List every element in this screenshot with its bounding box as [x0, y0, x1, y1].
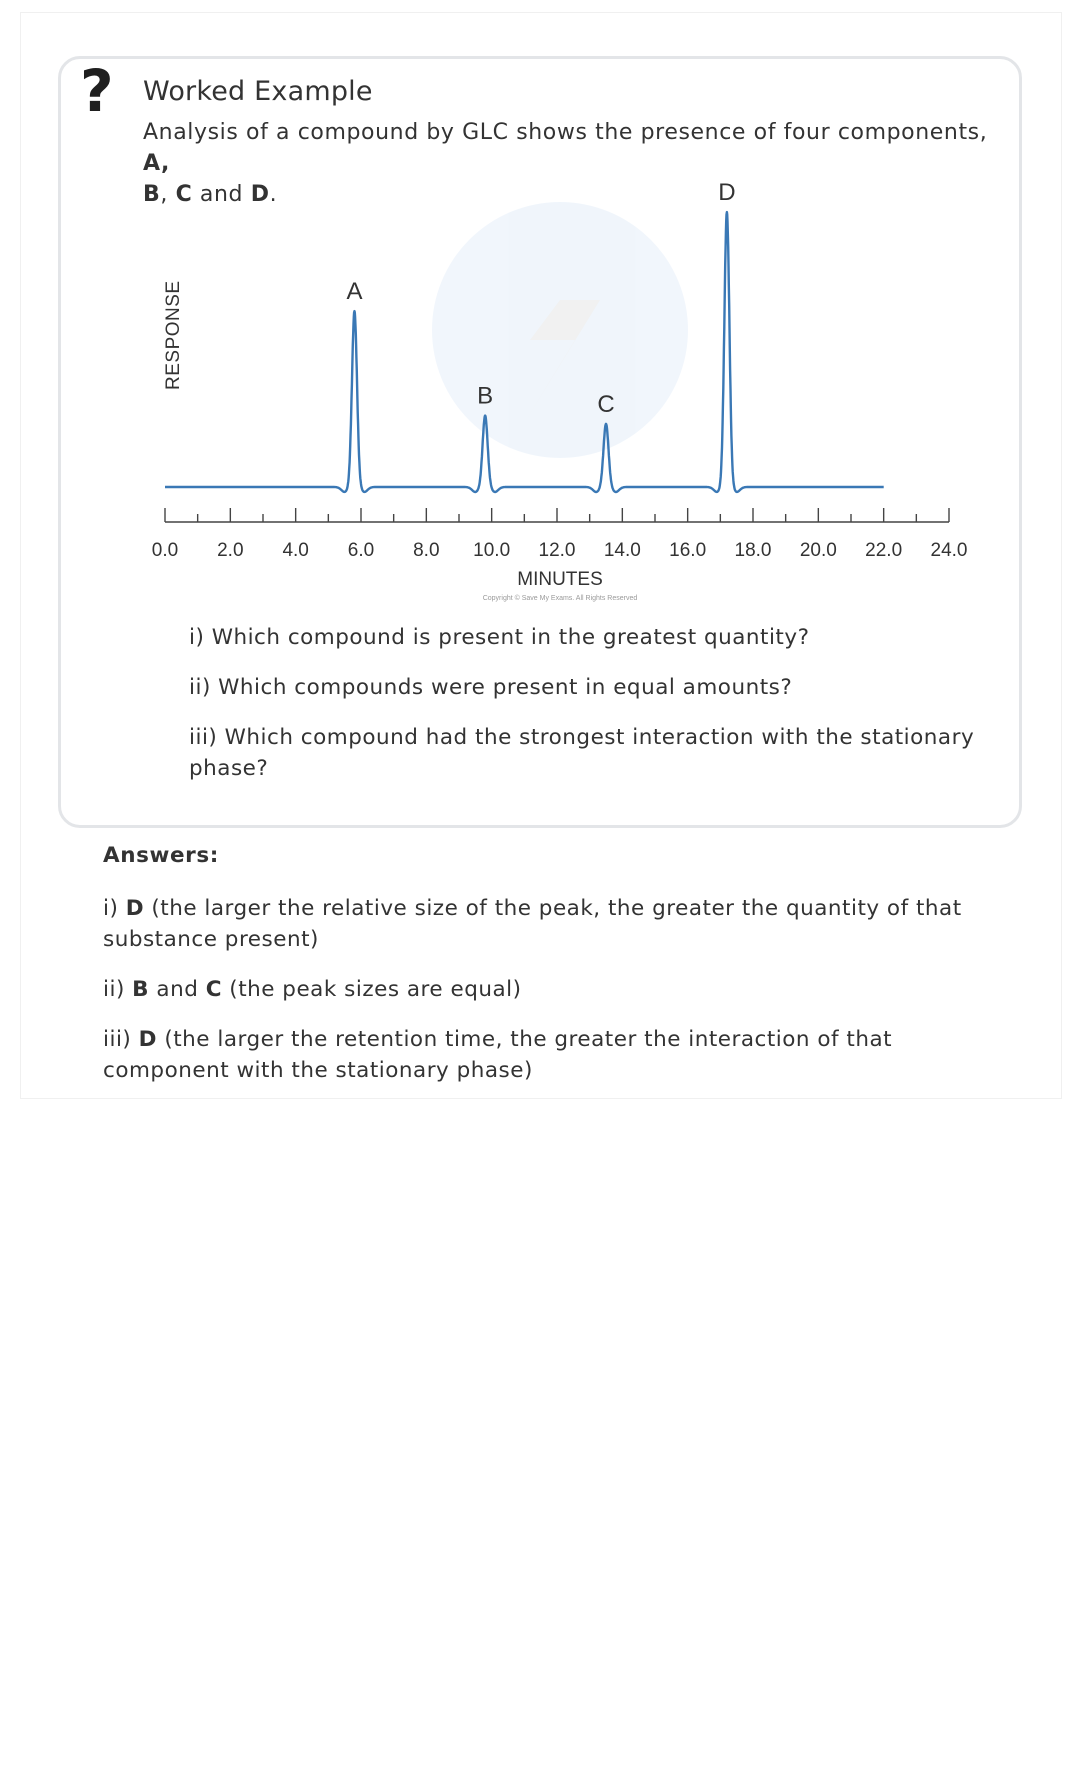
x-tick-label: 14.0	[603, 540, 641, 561]
answers-heading: Answers:	[103, 843, 219, 868]
answer-3-key: D	[138, 1027, 158, 1052]
answer-2-key-b: B	[132, 977, 150, 1002]
watermark-logo	[432, 202, 688, 458]
x-tick-label: 4.0	[282, 540, 309, 561]
intro-separator: ,	[160, 182, 176, 207]
intro-component-d: D	[250, 182, 270, 207]
peak-label-c: C	[597, 390, 615, 418]
peak-label-d: D	[718, 179, 736, 206]
x-tick-label: 18.0	[734, 540, 772, 561]
intro-component-c: C	[175, 182, 193, 207]
answer-1-key: D	[125, 896, 145, 921]
x-tick-label: 16.0	[669, 540, 707, 561]
x-axis	[152, 508, 968, 561]
question-2: ii) Which compounds were present in equal amounts?	[189, 675, 793, 700]
y-axis-label: RESPONSE	[163, 280, 184, 390]
answer-3-text: (the larger the retention time, the greater the interaction of that component with the stationary phase)	[103, 1027, 893, 1083]
card-title: Worked Example	[143, 76, 373, 107]
x-tick-label: 8.0	[413, 540, 440, 561]
chromatogram-chart	[0, 0, 1080, 620]
answer-2	[103, 974, 1003, 1005]
intro-period: .	[269, 182, 278, 207]
intro-text: Analysis of a compound by GLC shows the presence of four components,	[143, 120, 988, 145]
question-3: iii) Which compound had the strongest interaction with the stationary phase?	[189, 725, 975, 781]
intro-and: and	[192, 182, 251, 207]
answer-2-prefix: ii)	[103, 977, 133, 1002]
x-axis-label: MINUTES	[517, 569, 603, 590]
answer-2-key-c: C	[205, 977, 222, 1002]
copyright-text: Copyright © Save My Exams. All Rights Reserved	[482, 595, 638, 602]
x-tick-label: 22.0	[865, 540, 903, 561]
answer-1-text: (the larger the relative size of the peak, the greater the quantity of that substance present)	[103, 896, 962, 952]
answer-3	[103, 1024, 1003, 1086]
question-1: i) Which compound is present in the greatest quantity?	[189, 625, 810, 650]
answer-1-prefix: i)	[103, 896, 126, 921]
answer-3-prefix: iii)	[103, 1027, 139, 1052]
answer-2-text: (the peak sizes are equal)	[221, 977, 522, 1002]
x-tick-label: 20.0	[799, 540, 837, 561]
x-tick-label: 24.0	[930, 540, 968, 561]
x-tick-label: 10.0	[473, 540, 511, 561]
intro-component-b: B	[143, 182, 161, 207]
answer-2-and: and	[149, 977, 206, 1002]
question-mark-icon: ?	[80, 57, 114, 125]
peak-label-b: B	[477, 382, 494, 410]
answer-1	[103, 893, 1003, 955]
x-tick-label: 12.0	[538, 540, 576, 561]
x-tick-label: 6.0	[347, 540, 375, 561]
x-tick-label: 2.0	[217, 540, 244, 561]
intro-component-a: A,	[143, 151, 170, 176]
peak-label-a: A	[346, 278, 363, 305]
x-tick-label: 0.0	[151, 540, 179, 561]
